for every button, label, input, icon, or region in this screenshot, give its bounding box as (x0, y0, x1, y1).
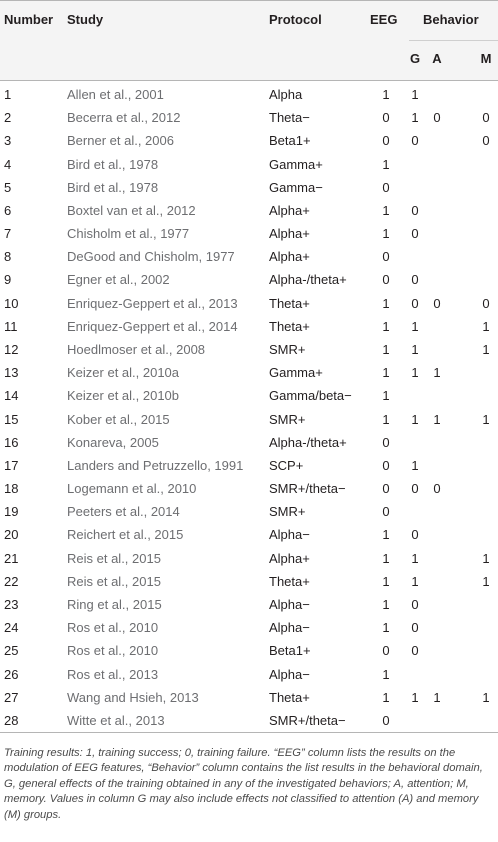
cell-protocol: Alpha-/theta+ (269, 434, 347, 450)
table-row (0, 500, 498, 523)
table-row (0, 222, 498, 245)
cell-study: Boxtel van et al., 2012 (67, 202, 196, 218)
cell-number: 19 (4, 504, 19, 520)
cell-number: 12 (4, 341, 19, 357)
cell-number: 21 (4, 550, 19, 566)
table-row (0, 292, 498, 315)
cell-study: Egner et al., 2002 (67, 272, 170, 288)
table-row (0, 593, 498, 616)
table-row (0, 408, 498, 431)
cell-study: Enriquez-Geppert et al., 2013 (67, 295, 238, 311)
cell-study: Ring et al., 2015 (67, 596, 162, 612)
cell-number: 14 (4, 388, 19, 404)
cell-protocol: Alpha− (269, 666, 310, 682)
table-row (0, 268, 498, 291)
cell-study: Keizer et al., 2010a (67, 365, 180, 381)
table-row (0, 83, 498, 106)
cell-number: 13 (4, 365, 19, 381)
cell-m: 1 (482, 341, 490, 357)
cell-m: 0 (482, 110, 490, 126)
cell-protocol: Beta1+ (269, 133, 311, 149)
cell-number: 16 (4, 434, 19, 450)
cell-study: Ros et al., 2010 (67, 620, 159, 636)
cell-number: 27 (4, 689, 19, 705)
cell-g: 0 (411, 295, 419, 311)
cell-m: 0 (482, 133, 490, 149)
cell-protocol: SMR+/theta− (269, 481, 346, 497)
cell-protocol: Theta+ (269, 295, 310, 311)
cell-g: 1 (411, 689, 419, 705)
cell-eeg: 1 (382, 202, 390, 218)
cell-protocol: Alpha− (269, 620, 310, 636)
cell-g: 1 (411, 87, 419, 102)
cell-protocol: SMR+ (269, 411, 306, 427)
cell-number: 7 (4, 226, 12, 242)
header-protocol: Protocol (269, 12, 322, 27)
table-row (0, 361, 498, 384)
cell-study: Bird et al., 1978 (67, 156, 159, 172)
cell-protocol: Alpha− (269, 527, 310, 543)
cell-protocol: Beta1+ (269, 643, 311, 659)
table-row (0, 176, 498, 199)
cell-study: Enriquez-Geppert et al., 2014 (67, 318, 238, 334)
header-rule (0, 80, 498, 81)
table-row (0, 570, 498, 593)
header-a: A (432, 51, 442, 66)
header-study: Study (67, 12, 104, 27)
cell-study: Reichert et al., 2015 (67, 527, 184, 543)
cell-g: 0 (411, 272, 419, 288)
cell-study: Ros et al., 2010 (67, 643, 159, 659)
cell-study: Kober et al., 2015 (67, 411, 170, 427)
cell-eeg: 1 (382, 411, 390, 427)
cell-number: 8 (4, 249, 12, 265)
cell-study: Wang and Hsieh, 2013 (67, 689, 199, 705)
cell-protocol: Alpha+ (269, 226, 310, 242)
cell-a: 0 (433, 481, 441, 497)
header-behavior: Behavior (423, 12, 479, 27)
cell-study: Allen et al., 2001 (67, 87, 164, 102)
cell-g: 0 (411, 596, 419, 612)
cell-number: 24 (4, 620, 19, 636)
cell-number: 4 (4, 156, 12, 172)
cell-a: 0 (433, 295, 441, 311)
header-m: M (480, 51, 492, 66)
cell-protocol: Alpha+ (269, 202, 310, 218)
cell-study: Bird et al., 1978 (67, 179, 159, 195)
cell-eeg: 0 (382, 179, 390, 195)
table-row (0, 129, 498, 152)
table-row (0, 431, 498, 454)
table-row (0, 338, 498, 361)
cell-m: 0 (482, 295, 490, 311)
cell-eeg: 1 (382, 341, 390, 357)
cell-eeg: 0 (382, 272, 390, 288)
cell-a: 1 (433, 411, 441, 427)
table-row (0, 686, 498, 709)
cell-eeg: 0 (382, 110, 390, 126)
table-row (0, 616, 498, 639)
cell-protocol: SMR+ (269, 504, 306, 520)
header-number: Number (4, 12, 54, 27)
cell-eeg: 1 (382, 295, 390, 311)
cell-protocol: SMR+/theta− (269, 712, 346, 728)
cell-study: Reis et al., 2015 (67, 573, 161, 589)
cell-eeg: 1 (382, 318, 390, 334)
cell-number: 18 (4, 481, 19, 497)
cell-number: 20 (4, 527, 19, 543)
cell-number: 3 (4, 133, 12, 149)
cell-number: 25 (4, 643, 19, 659)
cell-g: 1 (411, 341, 419, 357)
cell-number: 6 (4, 202, 12, 218)
table-row (0, 153, 498, 176)
cell-protocol: SMR+ (269, 341, 306, 357)
cell-g: 0 (411, 527, 419, 543)
cell-protocol: Gamma+ (269, 156, 323, 172)
cell-eeg: 1 (382, 365, 390, 381)
cell-eeg: 1 (382, 156, 390, 172)
cell-eeg: 1 (382, 550, 390, 566)
cell-eeg: 1 (382, 666, 390, 682)
bottom-rule (0, 732, 498, 733)
cell-number: 22 (4, 573, 19, 589)
cell-protocol: Alpha+ (269, 249, 310, 265)
cell-protocol: Alpha− (269, 596, 310, 612)
cell-protocol: Gamma/beta− (269, 388, 352, 404)
cell-m: 1 (482, 689, 490, 705)
cell-study: Landers and Petruzzello, 1991 (67, 457, 244, 473)
cell-eeg: 0 (382, 249, 390, 265)
cell-eeg: 0 (382, 643, 390, 659)
cell-g: 1 (411, 411, 419, 427)
cell-g: 1 (411, 457, 419, 473)
cell-g: 0 (411, 133, 419, 149)
cell-number: 23 (4, 596, 19, 612)
cell-number: 10 (4, 295, 19, 311)
cell-eeg: 1 (382, 573, 390, 589)
cell-g: 1 (411, 550, 419, 566)
cell-study: Hoedlmoser et al., 2008 (67, 341, 206, 357)
cell-study: Witte et al., 2013 (67, 712, 165, 728)
cell-eeg: 0 (382, 434, 390, 450)
cell-eeg: 0 (382, 712, 390, 728)
table-footnote: Training results: 1, training success; 0, training failure. “EEG” column lists the results on the modulation of EEG features, “Behavior” column contains the list results in the behavioral domain, G, general effects of the training obtained in any of the investigated behaviors; A, attention; M, memory. Values in column G may also include effects not classified to attention (A) and memory (M) groups. (4, 747, 483, 821)
cell-study: Keizer et al., 2010b (67, 388, 180, 404)
cell-protocol: Alpha-/theta+ (269, 272, 347, 288)
cell-study: Konareva, 2005 (67, 434, 159, 450)
cell-number: 28 (4, 712, 19, 728)
cell-g: 0 (411, 620, 419, 636)
cell-eeg: 0 (382, 133, 390, 149)
cell-study: DeGood and Chisholm, 1977 (67, 249, 235, 265)
cell-study: Ros et al., 2013 (67, 666, 159, 682)
table-row (0, 547, 498, 570)
cell-g: 1 (411, 318, 419, 334)
cell-g: 1 (411, 573, 419, 589)
header-eeg: EEG (370, 12, 398, 27)
cell-number: 2 (4, 110, 12, 126)
cell-number: 11 (4, 318, 18, 334)
table-row (0, 106, 498, 129)
cell-g: 0 (411, 202, 419, 218)
cell-m: 1 (482, 318, 490, 334)
cell-protocol: Theta+ (269, 689, 310, 705)
cell-number: 15 (4, 411, 19, 427)
cell-number: 17 (4, 457, 19, 473)
cell-number: 1 (4, 87, 12, 102)
cell-study: Reis et al., 2015 (67, 550, 161, 566)
cell-number: 26 (4, 666, 19, 682)
cell-study: Becerra et al., 2012 (67, 110, 181, 126)
table-row (0, 523, 498, 546)
cell-number: 5 (4, 179, 12, 195)
cell-eeg: 0 (382, 457, 390, 473)
table-row (0, 245, 498, 268)
table-row (0, 639, 498, 662)
table-row (0, 477, 498, 500)
cell-protocol: SCP+ (269, 457, 304, 473)
cell-protocol: Alpha (269, 87, 303, 102)
cell-eeg: 0 (382, 504, 390, 520)
cell-protocol: Theta− (269, 110, 310, 126)
cell-g: 0 (411, 226, 419, 242)
table-row (0, 384, 498, 407)
cell-protocol: Gamma− (269, 179, 323, 195)
cell-number: 9 (4, 272, 12, 288)
cell-eeg: 1 (382, 620, 390, 636)
cell-eeg: 1 (382, 87, 390, 102)
cell-g: 1 (411, 110, 419, 126)
cell-g: 0 (411, 643, 419, 659)
cell-g: 0 (411, 481, 419, 497)
behavior-subrule (409, 40, 498, 41)
cell-a: 1 (433, 689, 441, 705)
cell-m: 1 (482, 550, 490, 566)
cell-eeg: 1 (382, 527, 390, 543)
table-row (0, 663, 498, 686)
cell-study: Chisholm et al., 1977 (67, 226, 190, 242)
table-row (0, 454, 498, 477)
cell-m: 1 (482, 411, 490, 427)
cell-eeg: 1 (382, 226, 390, 242)
top-rule (0, 0, 498, 1)
cell-m: 1 (482, 573, 490, 589)
cell-a: 0 (433, 110, 441, 126)
header-g: G (409, 51, 421, 66)
cell-protocol: Theta+ (269, 573, 310, 589)
table-row (0, 709, 498, 732)
cell-g: 1 (411, 365, 419, 381)
cell-eeg: 1 (382, 388, 390, 404)
cell-a: 1 (433, 365, 441, 381)
table-row (0, 199, 498, 222)
cell-protocol: Theta+ (269, 318, 310, 334)
cell-protocol: Alpha+ (269, 550, 310, 566)
cell-protocol: Gamma+ (269, 365, 323, 381)
cell-eeg: 1 (382, 689, 390, 705)
cell-eeg: 1 (382, 596, 390, 612)
cell-study: Peeters et al., 2014 (67, 504, 180, 520)
table-row (0, 315, 498, 338)
cell-eeg: 0 (382, 481, 390, 497)
cell-study: Logemann et al., 2010 (67, 481, 197, 497)
cell-study: Berner et al., 2006 (67, 133, 174, 149)
